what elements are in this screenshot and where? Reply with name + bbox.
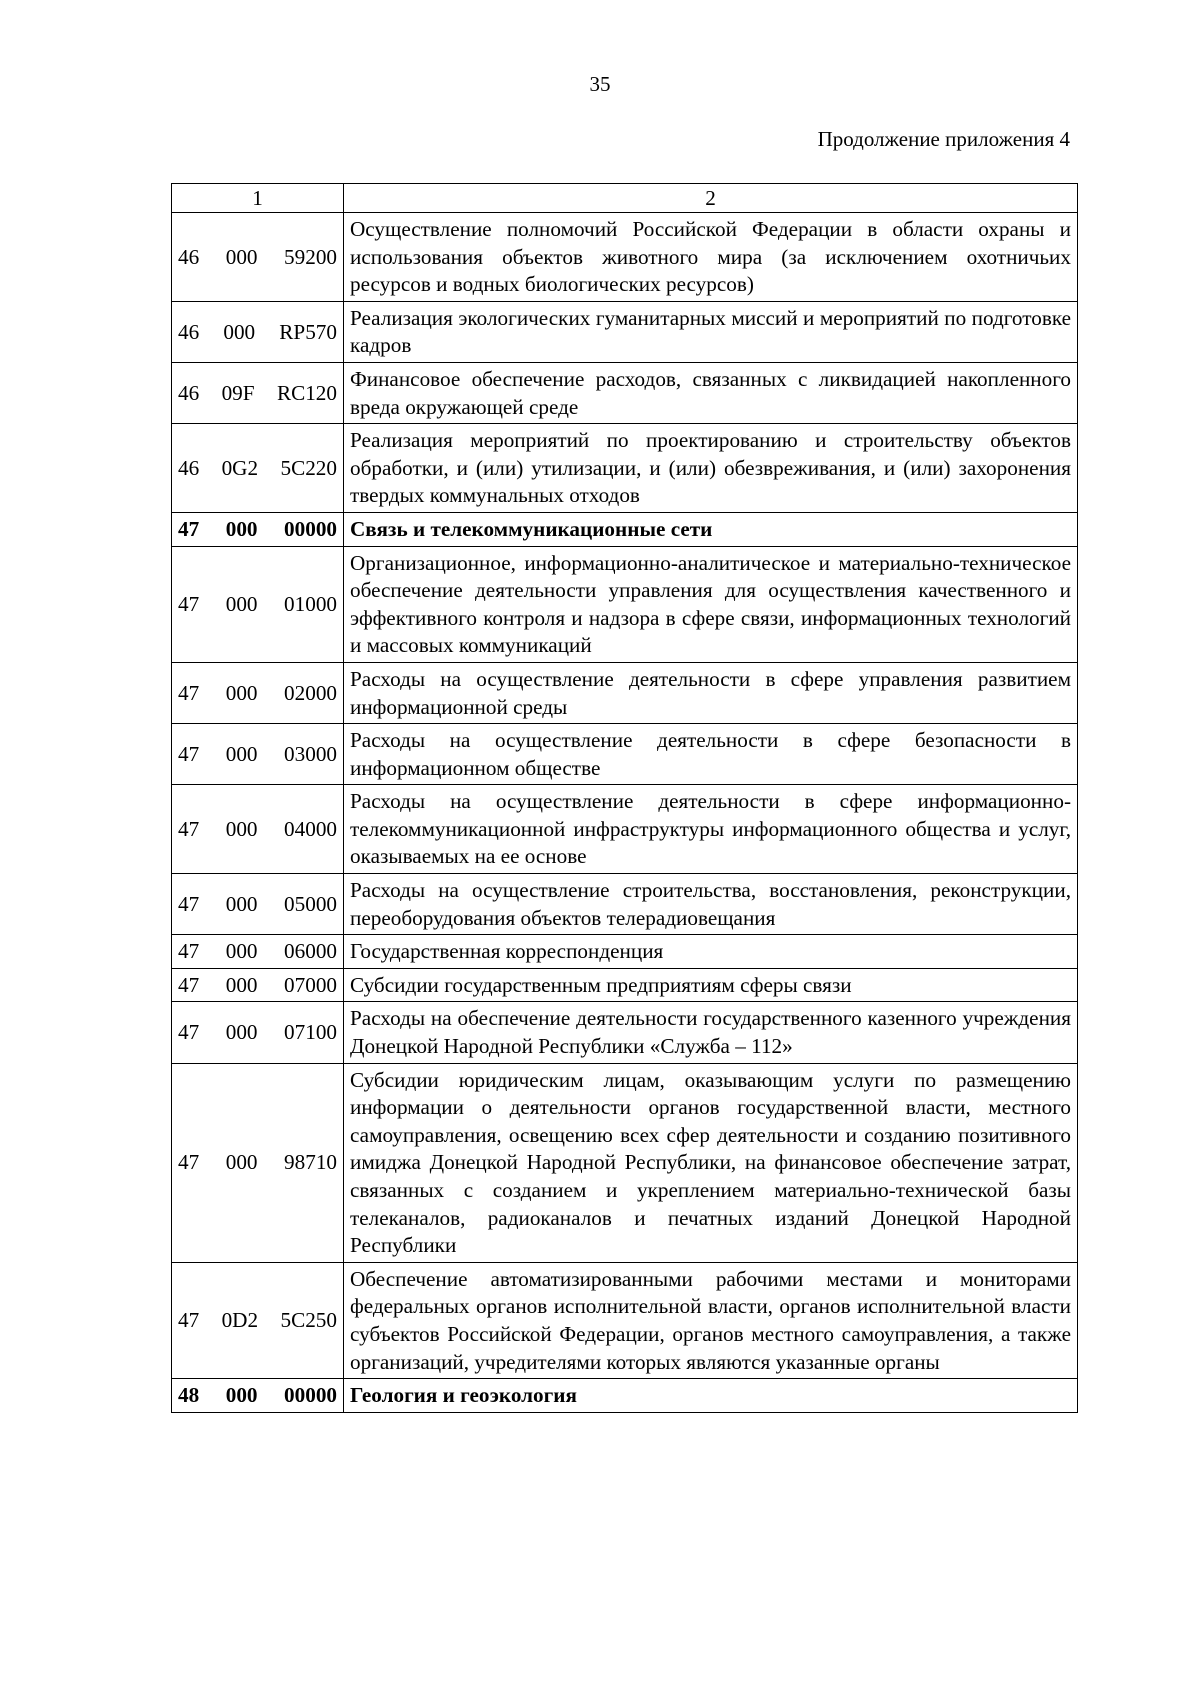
table-row: [172, 301, 1078, 362]
table-row: [172, 1063, 1078, 1262]
subprogram-code: 0D2: [221, 1308, 259, 1333]
classification-code: [172, 213, 344, 302]
code-parts: [178, 1019, 337, 1047]
direction-code: 5C250: [280, 1308, 337, 1333]
table-row: [172, 1262, 1078, 1378]
program-code: 47: [178, 741, 200, 766]
code-parts: [178, 244, 337, 272]
table-row: [172, 546, 1078, 662]
table-body: [172, 184, 1078, 1413]
classification-code: [172, 1262, 344, 1378]
classification-code: [172, 424, 344, 513]
direction-code: 04000: [284, 816, 337, 841]
table-row: [172, 724, 1078, 785]
direction-code: 03000: [284, 741, 337, 766]
direction-code: 05000: [284, 891, 337, 916]
table-row: [172, 424, 1078, 513]
column-header-1: 1: [172, 184, 344, 213]
program-code: 47: [178, 516, 200, 541]
expense-description: Субсидии юридическим лицам, оказывающим услуги по размещению информации о деятельности органов государственной власти, местного самоуправления, освещению всех сфер деятельности и созданию позитивного имиджа Донецкой Народной Республики, на финансовое обеспечение затрат, связанных с созданием и укреплением материально-технической базы телеканалов, радиоканалов и печатных изданий Донецкой Народной Республики: [344, 1063, 1078, 1262]
subprogram-code: 09F: [221, 380, 255, 405]
program-code: 48: [178, 1383, 200, 1408]
subprogram-code: 000: [225, 516, 258, 541]
direction-code: RC120: [276, 380, 337, 405]
expense-description: Реализация мероприятий по проектированию и строительству объектов обработки, и (или) утилизации, и (или) обезвреживания, и (или) захоронения твердых коммунальных отходов: [344, 424, 1078, 513]
program-code: 46: [178, 380, 200, 405]
direction-code: 02000: [284, 680, 337, 705]
table-header-row: [172, 184, 1078, 213]
subprogram-code: 000: [225, 680, 258, 705]
table-row: [172, 1002, 1078, 1063]
subprogram-code: 000: [225, 972, 258, 997]
expense-description: Расходы на осуществление деятельности в сфере управления развитием информационной среды: [344, 662, 1078, 723]
expense-description: Субсидии государственным предприятиям сферы связи: [344, 968, 1078, 1002]
expense-description: Реализация экологических гуманитарных миссий и мероприятий по подготовке кадров: [344, 301, 1078, 362]
program-code: 47: [178, 1020, 200, 1045]
classification-code: [172, 1379, 344, 1413]
program-code: 47: [178, 891, 200, 916]
code-parts: [178, 455, 337, 483]
direction-code: 01000: [284, 591, 337, 616]
table-row: [172, 213, 1078, 302]
table-row: [172, 968, 1078, 1002]
program-code: 47: [178, 680, 200, 705]
program-code: 47: [178, 1150, 200, 1175]
classification-code: [172, 1063, 344, 1262]
code-parts: [178, 516, 337, 544]
subprogram-code: 000: [225, 1383, 258, 1408]
code-parts: [178, 816, 337, 844]
table-row: [172, 512, 1078, 546]
table-row: [172, 1379, 1078, 1413]
subprogram-code: 000: [225, 1150, 258, 1175]
expense-description: Организационное, информационно-аналитическое и материально-техническое обеспечение деятельности управления для осуществления качественного и эффективного контроля и надзора в сфере связи, информационных технологий и массовых коммуникаций: [344, 546, 1078, 662]
column-header-2: 2: [344, 184, 1078, 213]
classification-code: [172, 362, 344, 423]
page-number: 35: [589, 72, 611, 96]
table-row: [172, 785, 1078, 874]
expense-description: Государственная корреспонденция: [344, 935, 1078, 969]
code-parts: [178, 1382, 337, 1410]
table-row: [172, 935, 1078, 969]
program-code: 47: [178, 1308, 200, 1333]
subprogram-code: 000: [225, 939, 258, 964]
table-row: [172, 874, 1078, 935]
subprogram-code: 000: [225, 891, 258, 916]
subprogram-code: 000: [225, 591, 258, 616]
subprogram-code: 000: [225, 741, 258, 766]
expense-description: Расходы на обеспечение деятельности государственного казенного учреждения Донецкой Народной Республики «Служба – 112»: [344, 1002, 1078, 1063]
classification-code: [172, 512, 344, 546]
subprogram-code: 000: [223, 319, 256, 344]
direction-code: RP570: [279, 319, 337, 344]
code-parts: [178, 938, 337, 966]
table-row: [172, 662, 1078, 723]
expense-description: Расходы на осуществление строительства, восстановления, реконструкции, переоборудования объектов телерадиовещания: [344, 874, 1078, 935]
classification-code: [172, 662, 344, 723]
classification-code: [172, 785, 344, 874]
code-parts: [178, 680, 337, 708]
direction-code: 07100: [284, 1020, 337, 1045]
budget-classification-table: [171, 183, 1078, 1413]
code-parts: [178, 1149, 337, 1177]
classification-code: [172, 546, 344, 662]
table-row: [172, 362, 1078, 423]
expense-description: Финансовое обеспечение расходов, связанных с ликвидацией накопленного вреда окружающей среде: [344, 362, 1078, 423]
code-parts: [178, 891, 337, 919]
direction-code: 00000: [284, 516, 337, 541]
program-code: 46: [178, 455, 200, 480]
classification-code: [172, 935, 344, 969]
direction-code: 00000: [284, 1383, 337, 1408]
direction-code: 5C220: [280, 455, 337, 480]
code-parts: [178, 1307, 337, 1335]
code-parts: [178, 972, 337, 1000]
code-parts: [178, 741, 337, 769]
expense-description: Расходы на осуществление деятельности в сфере информационно-телекоммуникационной инфраструктуры информационного общества и услуг, оказываемых на ее основе: [344, 785, 1078, 874]
subprogram-code: 0G2: [221, 455, 259, 480]
expense-description: Связь и телекоммуникационные сети: [344, 512, 1078, 546]
code-parts: [178, 319, 337, 347]
code-parts: [178, 380, 337, 408]
expense-description: Обеспечение автоматизированными рабочими местами и мониторами федеральных органов исполнительной власти, органов исполнительной власти субъектов Российской Федерации, органов местного самоуправления, а также организаций, учредителями которых являются указанные органы: [344, 1262, 1078, 1378]
classification-code: [172, 874, 344, 935]
program-code: 47: [178, 939, 200, 964]
program-code: 47: [178, 816, 200, 841]
expense-description: Осуществление полномочий Российской Федерации в области охраны и использования объектов животного мира (за исключением охотничьих ресурсов и водных биологических ресурсов): [344, 213, 1078, 302]
classification-code: [172, 724, 344, 785]
expense-description: Геология и геоэкология: [344, 1379, 1078, 1413]
direction-code: 06000: [284, 939, 337, 964]
appendix-continuation-title: Продолжение приложения 4: [817, 127, 1070, 151]
program-code: 46: [178, 319, 200, 344]
subprogram-code: 000: [225, 1020, 258, 1045]
program-code: 47: [178, 972, 200, 997]
program-code: 47: [178, 591, 200, 616]
code-parts: [178, 591, 337, 619]
classification-code: [172, 1002, 344, 1063]
subprogram-code: 000: [225, 244, 258, 269]
expense-description: Расходы на осуществление деятельности в сфере безопасности в информационном обществе: [344, 724, 1078, 785]
program-code: 46: [178, 244, 200, 269]
subprogram-code: 000: [225, 816, 258, 841]
direction-code: 59200: [284, 244, 337, 269]
direction-code: 07000: [284, 972, 337, 997]
classification-code: [172, 301, 344, 362]
direction-code: 98710: [284, 1150, 337, 1175]
classification-code: [172, 968, 344, 1002]
